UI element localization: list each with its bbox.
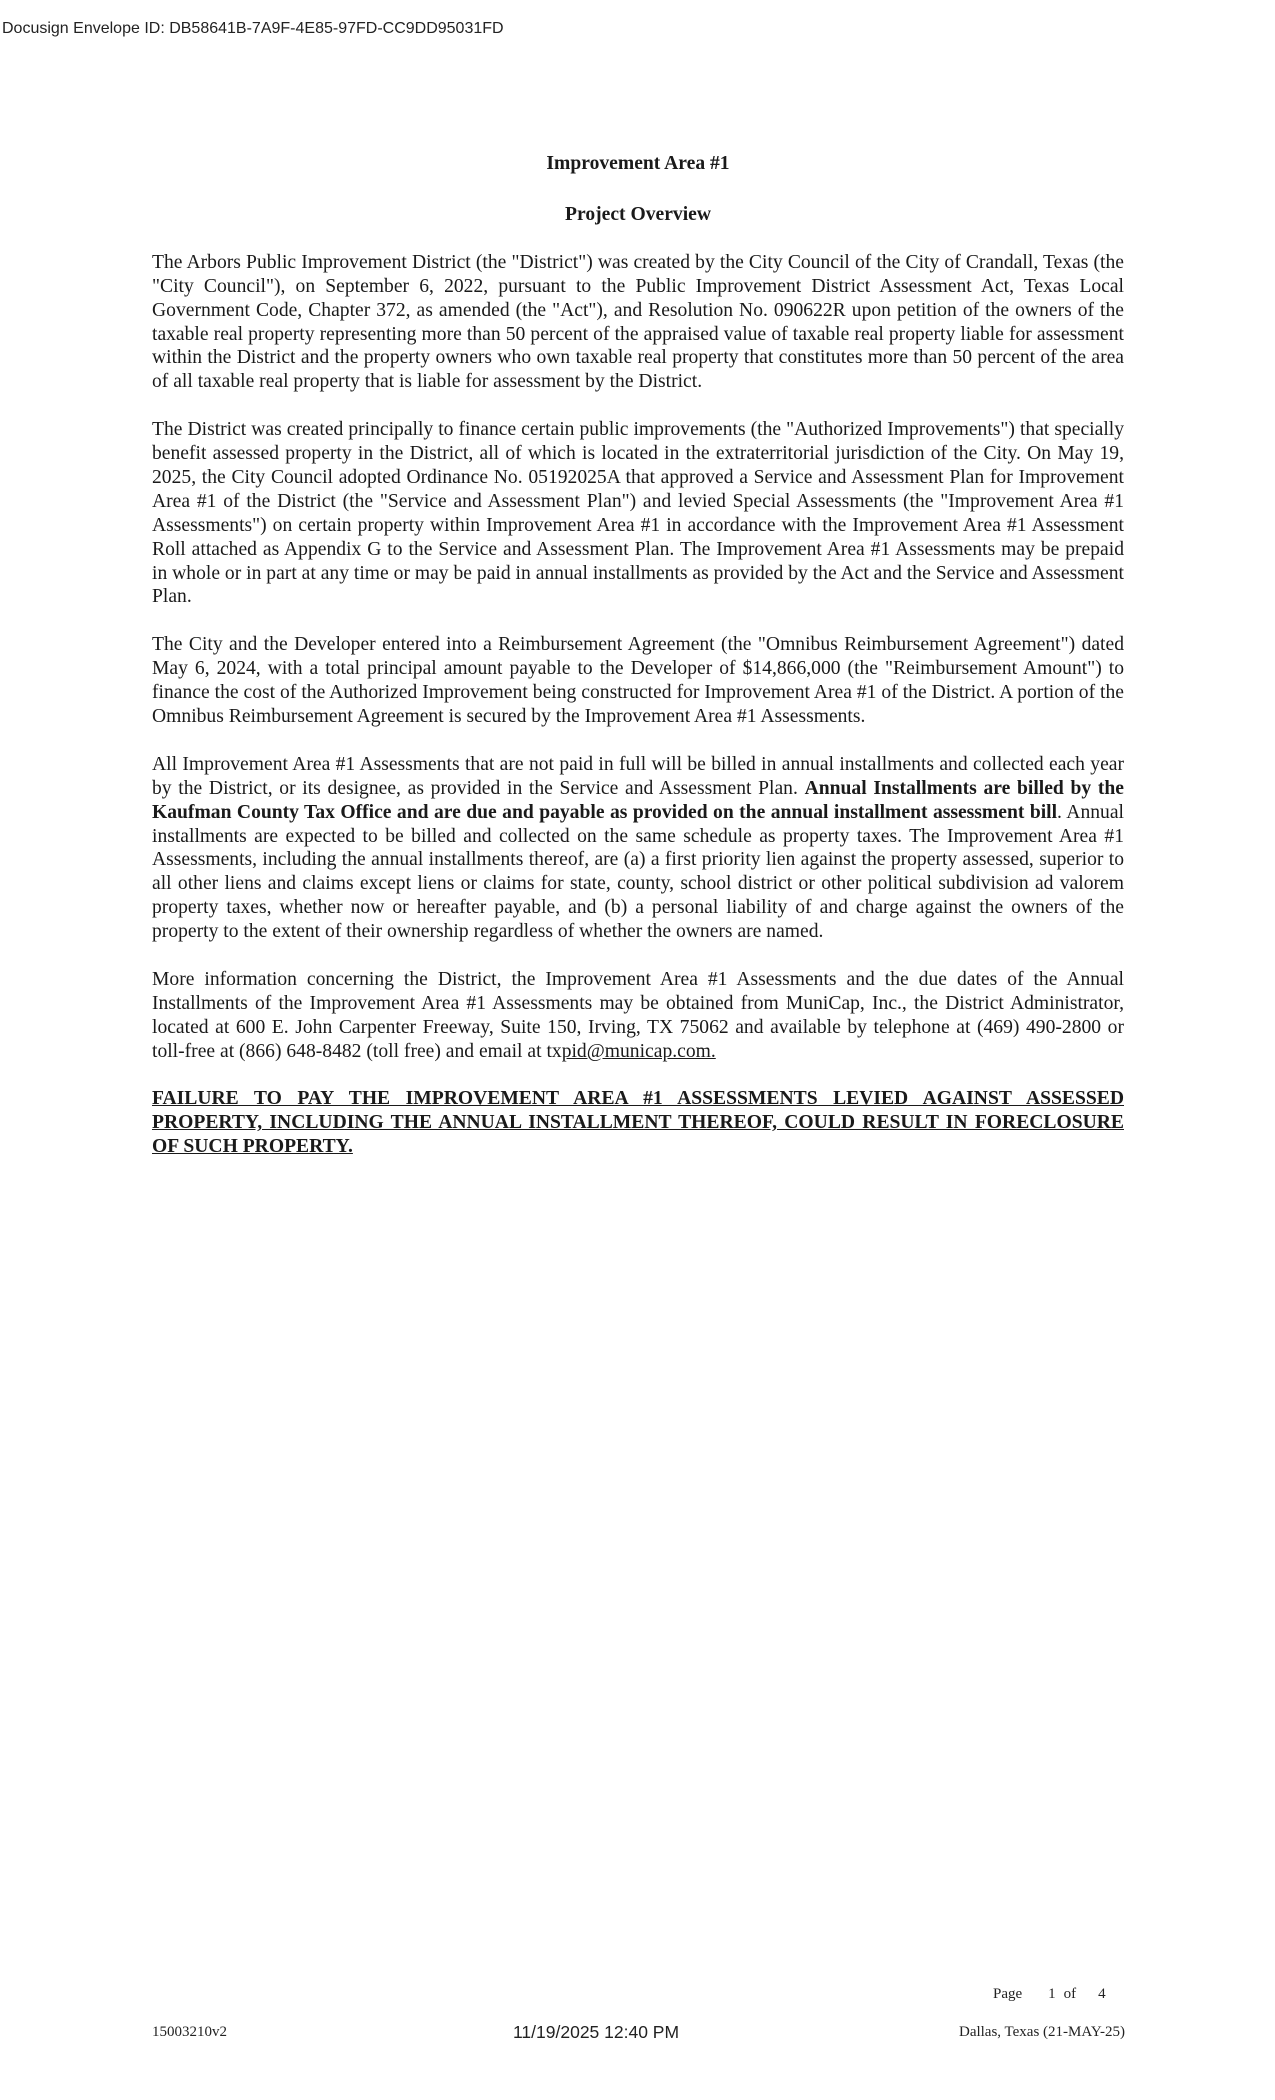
page-total: 4 xyxy=(1098,1986,1106,2002)
document-body xyxy=(152,152,1124,1159)
contact-text: More information concerning the District, the Improvement Area #1 Assessments and the due dates of the Annual Installments of the Improvement Area #1 Assessments may be obtained from MuniCap, Inc., the District Administrator, located at 600 E. John Carpenter Freeway, Suite 150, Irving, TX 75062 and available by telephone at (469) 490-2800 or toll-free at (866) 648-8482 (toll free) and email at tx xyxy=(152,968,1124,1062)
paragraph-annual-installments xyxy=(152,753,1124,944)
email-link[interactable]: pid@municap.com. xyxy=(561,1040,716,1062)
installments-text-intro: All Improvement Area #1 Assessments that are not paid in full will be billed in annual installments and collected each year by the District, or its designee, as provided in the Service and Assessment Plan. xyxy=(152,753,1124,799)
installments-billing-notice: Annual Installments are billed by the Kaufman County Tax Office and are due and payable as provided on the annual installment assessment bill xyxy=(152,777,1125,823)
footer-location: Dallas, Texas (21-MAY-25) xyxy=(958,2024,1125,2040)
document-title: Improvement Area #1 xyxy=(546,153,730,174)
paragraph-authorized-improvements: The District was created principally to finance certain public improvements (the "Authorized Improvements") that specially benefit assessed property in the District, all of which is located in the extraterritorial jurisdiction of the City. On May 19, 2025, the City Council adopted Ordinance No. 05192025A that approved a Service and Assessment Plan for Improvement Area #1 of the District (the "Service and Assessment Plan") and levied Special Assessments (the "Improvement Area #1 Assessments") on certain property within Improvement Area #1 in accordance with the Improvement Area #1 Assessment Roll attached as Appendix G to the Service and Assessment Plan. The Improvement Area #1 Assessments may be prepaid in whole or in part at any time or may be paid in annual installments as provided by the Act and the Service and Assessment Plan. xyxy=(152,419,1124,608)
page-label: Page xyxy=(993,1986,1023,2002)
installments-text-lien: . Annual installments are expected to be billed and collected on the same schedule as property taxes. The Improvement Area #1 Assessments, including the annual installments thereof, are (a) a first priority lien against the property assessed, superior to all other liens and claims except liens or claims for state, county, school district or other political subdivision ad valorem property taxes, whether now or hereafter payable, and (b) a personal liability of and charge against the owners of the property to the extent of their ownership regardless of whether the owners are named. xyxy=(152,801,1124,943)
page-number xyxy=(993,1986,1106,2003)
footer-timestamp: 11/19/2025 12:40 PM xyxy=(513,2022,680,2042)
document-subtitle: Project Overview xyxy=(565,203,711,225)
envelope-id-label: Docusign Envelope ID: DB58641B-7A9F-4E85-97FD-CC9DD95031FD xyxy=(2,20,504,37)
page-current: 1 xyxy=(1048,1986,1056,2002)
foreclosure-warning: FAILURE TO PAY THE IMPROVEMENT AREA #1 ASSESSMENTS LEVIED AGAINST ASSESSED PROPERTY, INCLUDING THE ANNUAL INSTALLMENT THEREOF, COULD RESULT IN FORECLOSURE OF SUCH PROPERTY. xyxy=(152,1088,1124,1158)
paragraph-reimbursement-agreement: The City and the Developer entered into a Reimbursement Agreement (the "Omnibus Reimbursement Agreement") dated May 6, 2024, with a total principal amount payable to the Developer of $14,866,000 (the "Reimbursement Amount") to finance the cost of the Authorized Improvement being constructed for Improvement Area #1 of the District. A portion of the Omnibus Reimbursement Agreement is secured by the Improvement Area #1 Assessments. xyxy=(152,634,1124,727)
paragraph-district-creation: The Arbors Public Improvement District (the "District") was created by the City Council of the City of Crandall, Texas (the "City Council"), on September 6, 2022, pursuant to the Public Improvement District Assessment Act, Texas Local Government Code, Chapter 372, as amended (the "Act"), and Resolution No. 090622R upon petition of the owners of the taxable real property representing more than 50 percent of the appraised value of taxable real property liable for assessment within the District and the property owners who own taxable real property that constitutes more than 50 percent of the area of all taxable real property that is liable for assessment by the District. xyxy=(152,251,1124,393)
paragraph-contact-information xyxy=(152,968,1124,1064)
page-of-label: of xyxy=(1063,1986,1077,2002)
footer-document-id: 15003210v2 xyxy=(152,2024,227,2040)
